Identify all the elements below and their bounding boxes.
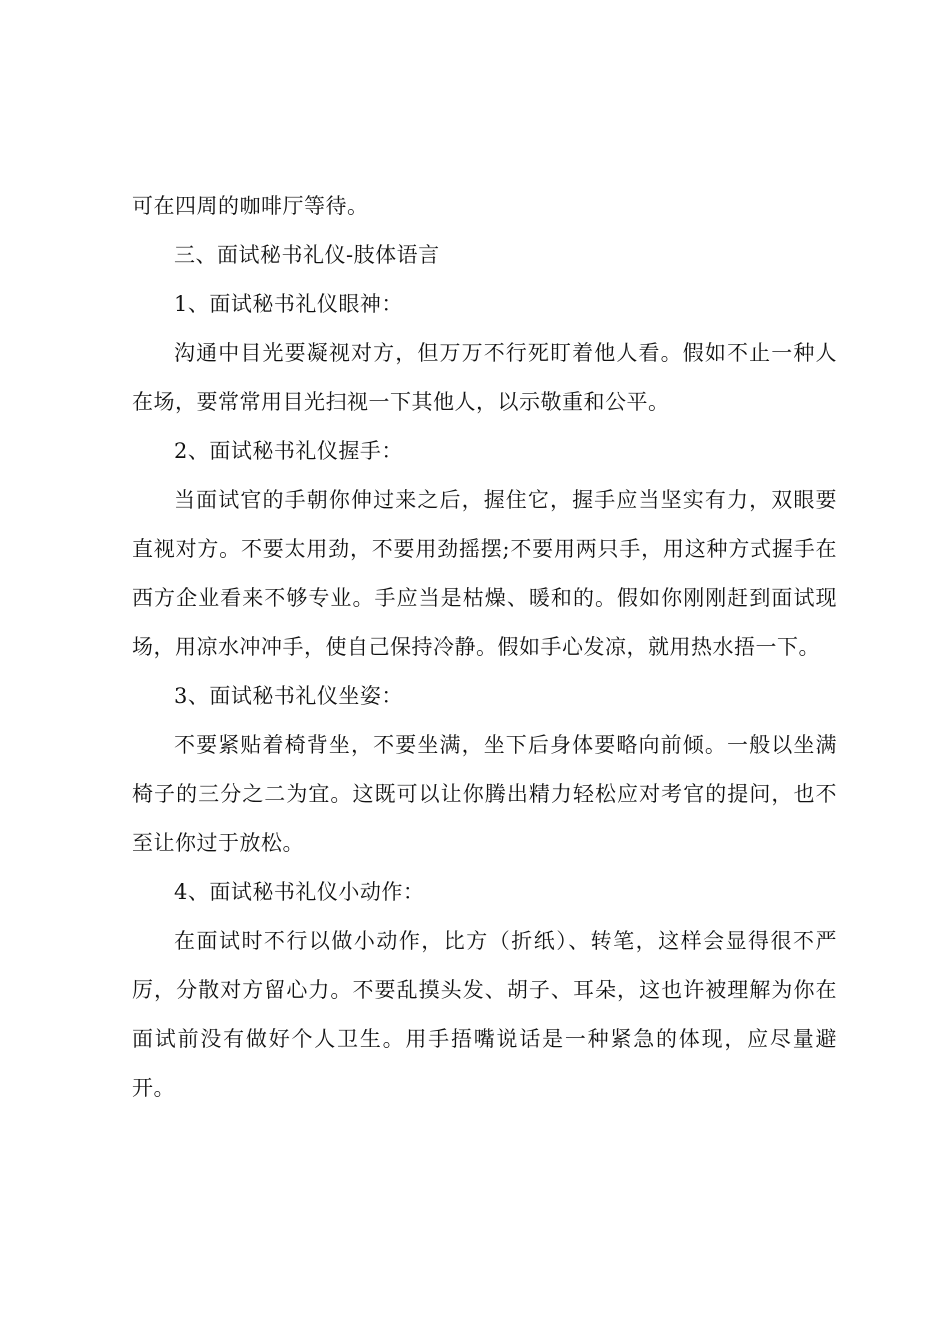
paragraph-eye-contact: 沟通中目光要凝视对方，但万万不行死盯着他人看。假如不止一种人在场，要常常用目光扫视一下其他人，以示敬重和公平。	[132, 341, 837, 414]
document-body	[132, 182, 837, 1113]
section-heading-body-language: 三、面试秘书礼仪-肢体语言	[174, 243, 440, 267]
subheading-small-gestures: 4、面试秘书礼仪小动作：	[174, 880, 425, 904]
paragraph-small-gestures: 在面试时不行以做小动作，比方（折纸）、转笔，这样会显得很不严厉，分散对方留心力。不要乱摸头发、胡子、耳朵，这也许被理解为你在面试前没有做好个人卫生。用手捂嘴说话是一种紧急的体现，应尽量避开。	[132, 929, 837, 1100]
paragraph-continuation: 可在四周的咖啡厅等待。	[132, 194, 369, 218]
subheading-handshake: 2、面试秘书礼仪握手：	[174, 439, 403, 463]
subheading-eye-contact: 1、面试秘书礼仪眼神：	[174, 292, 403, 316]
paragraph-sitting-posture: 不要紧贴着椅背坐，不要坐满，坐下后身体要略向前倾。一般以坐满椅子的三分之二为宜。这既可以让你腾出精力轻松应对考官的提问，也不至让你过于放松。	[132, 733, 837, 855]
paragraph-handshake: 当面试官的手朝你伸过来之后，握住它，握手应当坚实有力，双眼要直视对方。不要太用劲，不要用劲摇摆;不要用两只手，用这种方式握手在西方企业看来不够专业。手应当是枯燥、暖和的。假如你刚刚赶到面试现场，用凉水冲冲手，使自己保持冷静。假如手心发凉，就用热水捂一下。	[132, 488, 837, 659]
subheading-sitting-posture: 3、面试秘书礼仪坐姿：	[174, 684, 403, 708]
